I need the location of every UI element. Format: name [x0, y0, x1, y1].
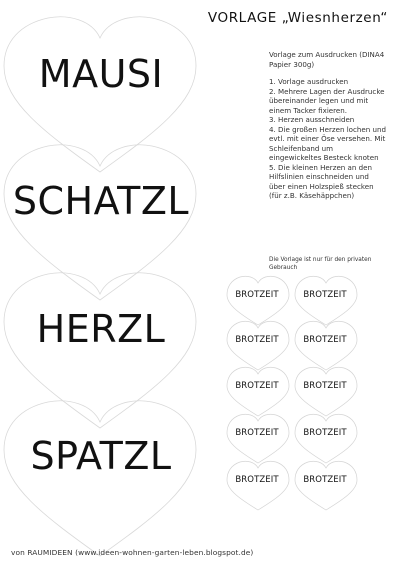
instructions-intro: Vorlage zum Ausdrucken (DINA4 Papier 300g) [269, 50, 385, 69]
small-heart-outline [295, 461, 357, 510]
small-heart-outline [227, 414, 289, 463]
instruction-step: 3. Herzen ausschneiden [269, 115, 355, 124]
instruction-step: 4. Die großen Herzen lochen und evtl. mit einer Öse versehen. Mit Schleifenband um eingewickeltes Besteck knoten [269, 124, 387, 162]
small-heart-label: BROTZEIT [303, 290, 347, 300]
small-heart-label: BROTZEIT [235, 428, 279, 438]
small-heart-label: BROTZEIT [303, 475, 347, 485]
page-title: VORLAGE „Wiesnherzen“ [207, 10, 388, 26]
small-heart-outline [227, 276, 289, 325]
footer-credit: von RAUMIDEEN (www.ideen-wohnen-garten-leben.blogspot.de) [11, 548, 254, 557]
small-heart-label: BROTZEIT [303, 428, 347, 438]
small-heart-outline [227, 367, 289, 416]
small-heart-label: BROTZEIT [235, 290, 279, 300]
small-heart-label: BROTZEIT [235, 335, 279, 345]
small-heart-outline [227, 461, 289, 510]
instructions [269, 50, 387, 201]
heart-label-herzl: HERZL [36, 307, 166, 351]
small-heart-outline [295, 414, 357, 463]
instruction-step: 5. Die kleinen Herzen an den Hilfslinien einschneiden und über einen Holzspieß stecken (für z.B. Käsehäppchen) [269, 162, 374, 200]
small-heart-label: BROTZEIT [235, 475, 279, 485]
private-use-notice: Die Vorlage ist nur für den privaten Gebrauch [269, 257, 372, 271]
small-heart-outline [227, 321, 289, 370]
small-heart-outline [295, 321, 357, 370]
heart-label-spatzl: SPATZL [30, 434, 172, 478]
small-heart-outline [295, 276, 357, 325]
instruction-step: 2. Mehrere Lagen der Ausdrucke übereinander legen und mit einem Tacker fixieren. [269, 86, 385, 115]
small-heart-label: BROTZEIT [303, 335, 347, 345]
small-heart-label: BROTZEIT [303, 381, 347, 391]
big-heart-outline [4, 401, 196, 556]
small-heart-outline [295, 367, 357, 416]
heart-label-schatzl: SCHATZL [12, 179, 190, 223]
heart-label-mausi: MAUSI [38, 52, 164, 96]
small-heart-label: BROTZEIT [235, 381, 279, 391]
instruction-step: 1. Vorlage ausdrucken [269, 77, 349, 86]
